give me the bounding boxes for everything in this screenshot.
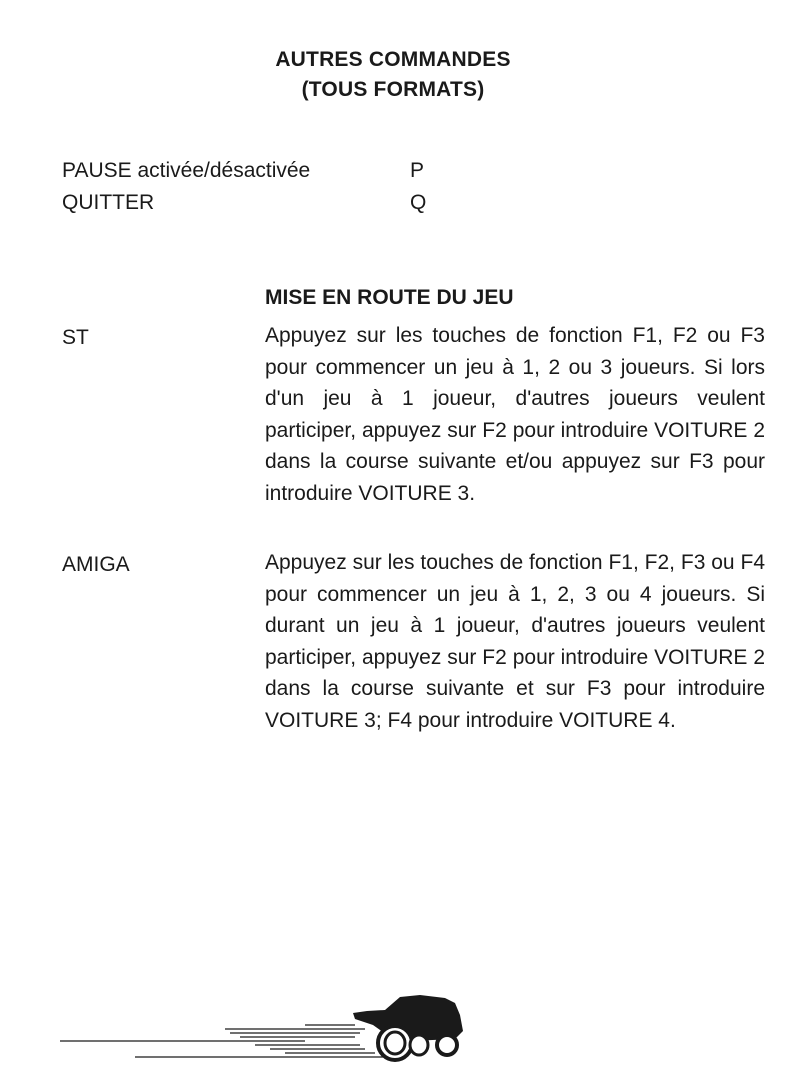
command-key-quit: Q <box>410 191 427 214</box>
format-label-amiga: AMIGA <box>62 553 130 576</box>
format-instructions-st: Appuyez sur les touches de fonction F1, F2 ou F3 pour commencer un jeu à 1, 2 ou 3 joueurs. Si lors d'un jeu à 1 joueur, d'autres joueurs veulent participer, appuyez sur F2 pour introduire VOITURE 2 dans la course suivante et/ou appuyez sur F3 pour introduire VOITURE 3. <box>265 324 765 505</box>
format-label-st: ST <box>62 326 89 349</box>
command-label-pause: PAUSE activée/désactivée <box>62 159 311 182</box>
format-instructions-amiga: Appuyez sur les touches de fonction F1, F2, F3 ou F4 pour commencer un jeu à 1, 2, 3 ou 4 joueurs. Si durant un jeu à 1 joueur, d'autres joueurs veulent participer, appuyez sur F2 pour introduire VOITURE 2 dans la course suivante et sur F3 pour introduire VOITURE 3; F4 pour introduire VOITURE 4. <box>265 551 765 732</box>
section-title: MISE EN ROUTE DU JEU <box>265 286 514 309</box>
speeding-car-icon <box>55 985 475 1065</box>
page-subtitle: (TOUS FORMATS) <box>301 78 485 101</box>
page-title: AUTRES COMMANDES <box>275 48 511 71</box>
command-label-quit: QUITTER <box>62 191 155 214</box>
command-key-pause: P <box>410 159 425 182</box>
